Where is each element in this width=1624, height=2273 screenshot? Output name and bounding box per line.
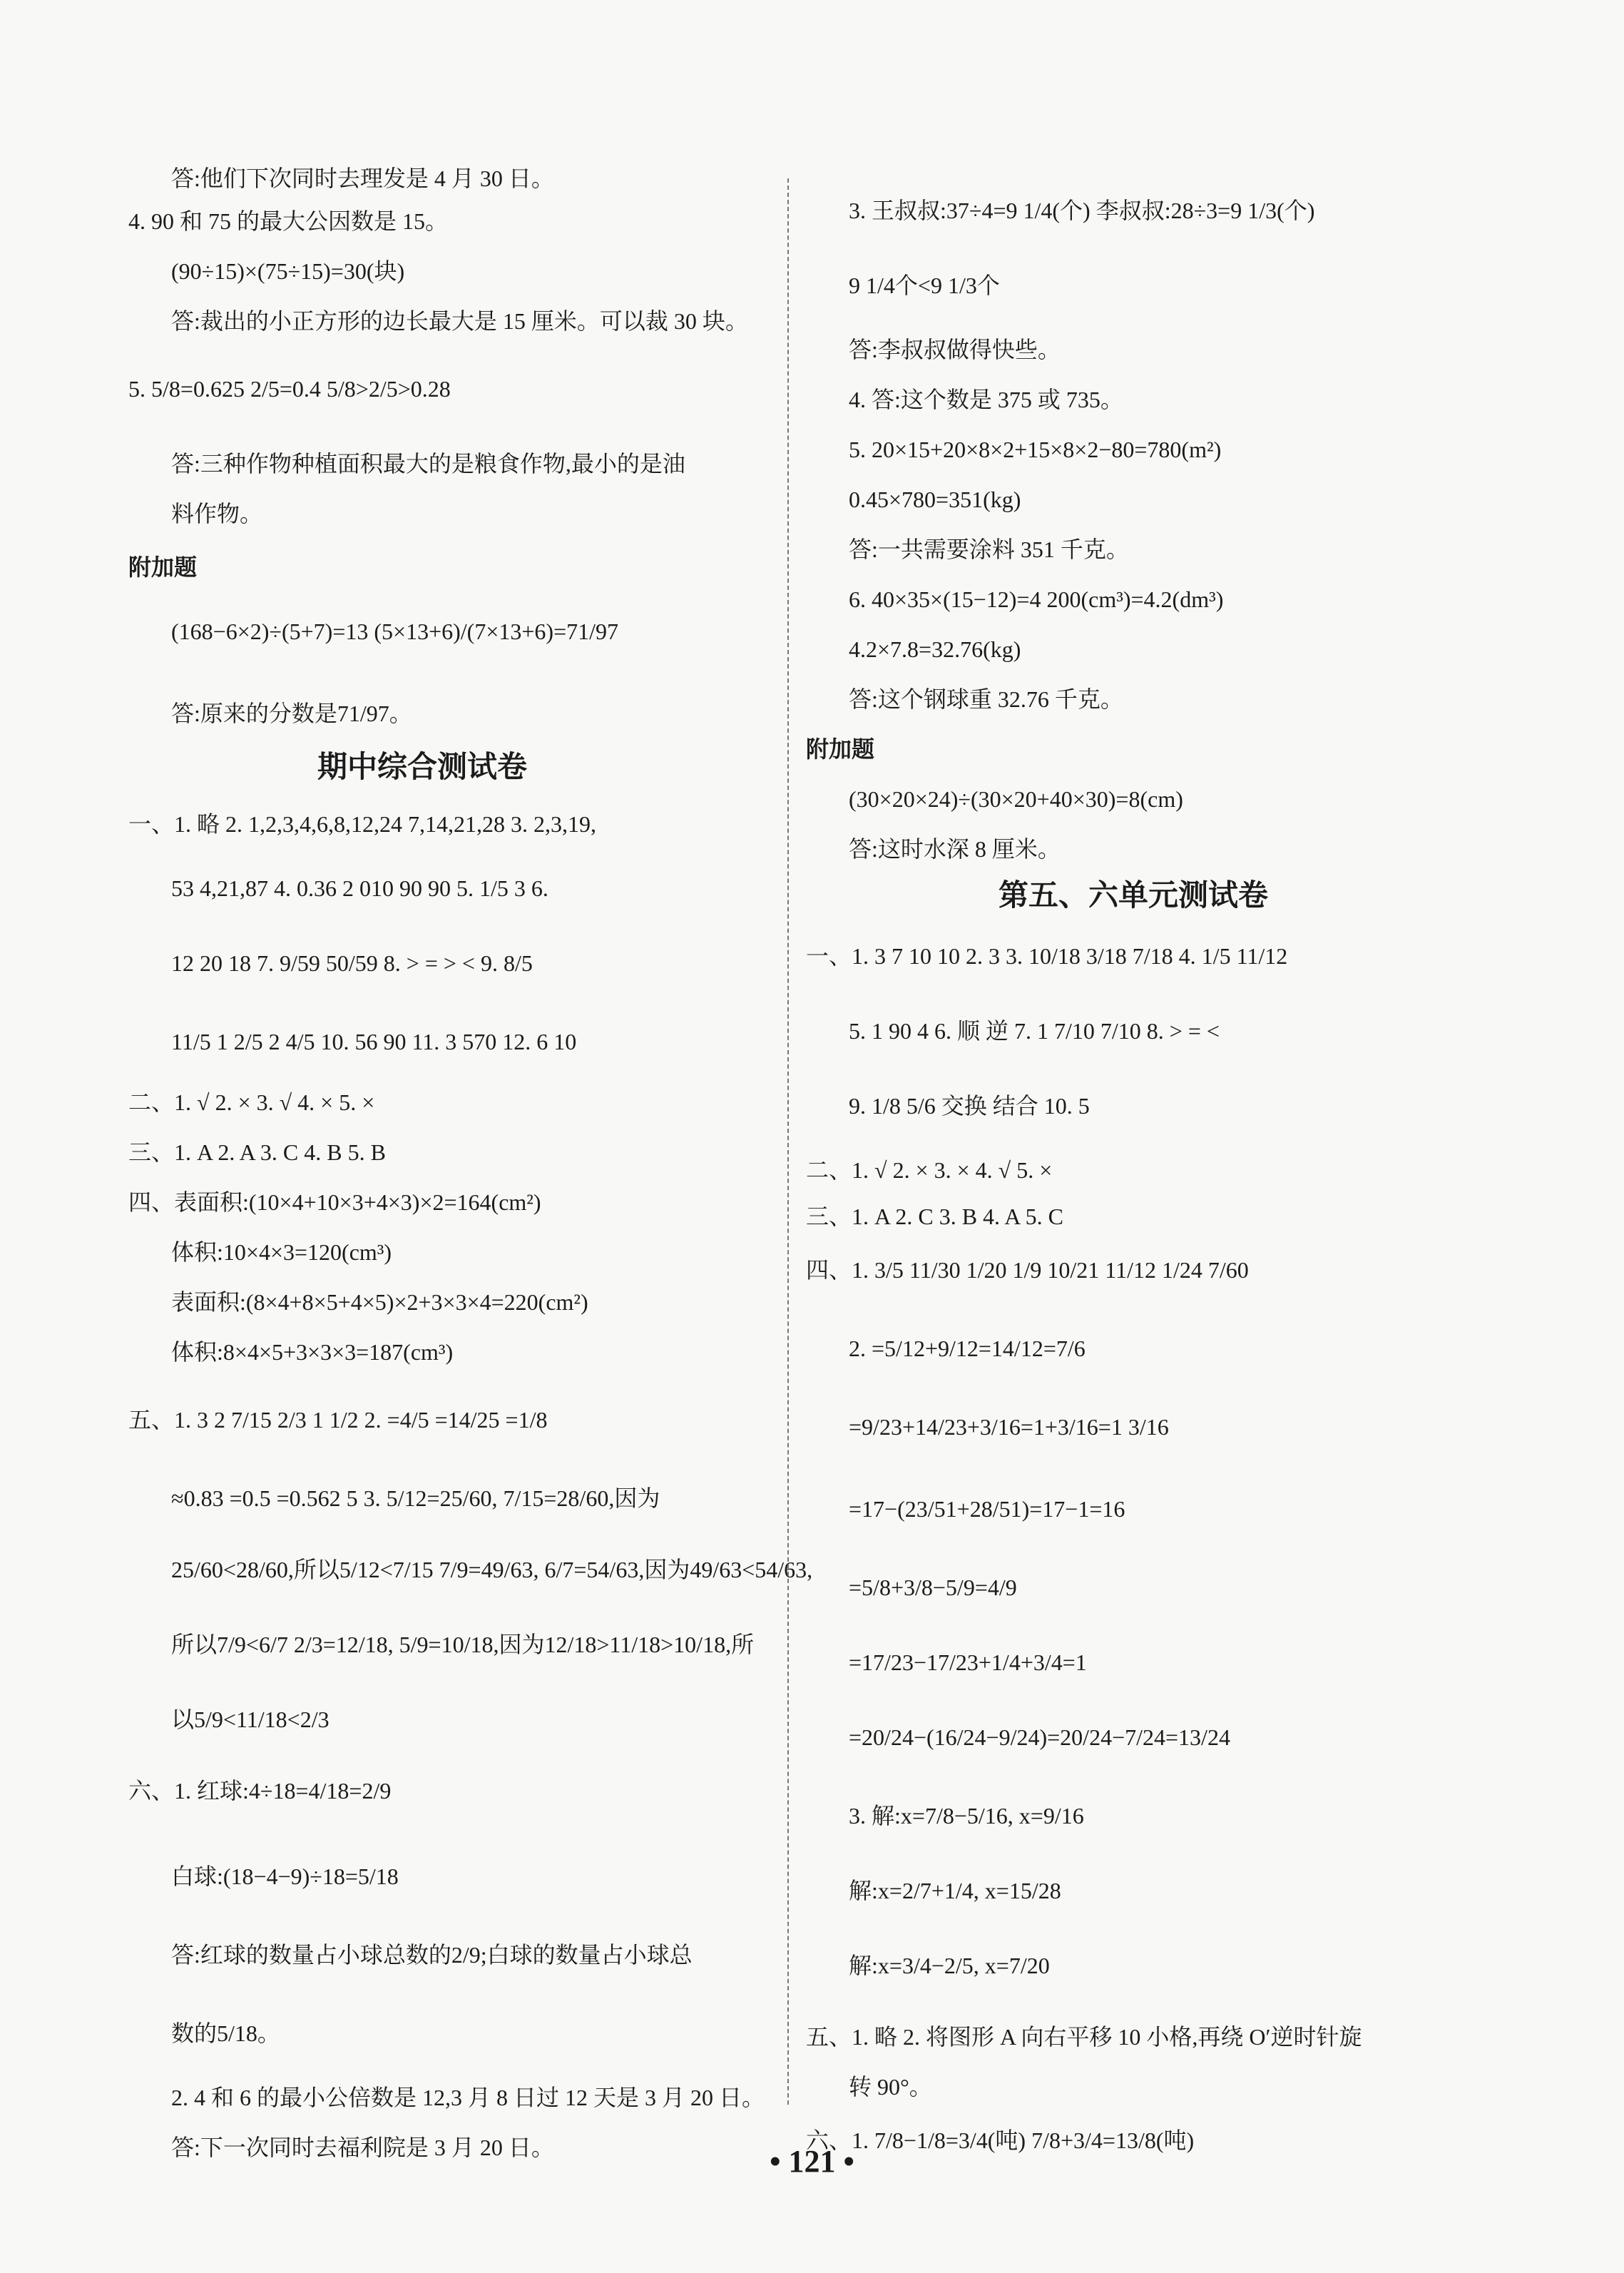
text-line: 料作物。 — [171, 501, 263, 527]
text-line: 答:三种作物种植面积最大的是粮食作物,最小的是油 — [171, 451, 685, 477]
text-line: 25/60<28/60,所以5/12<7/15 7/9=49/63, 6/7=54/63,因为49/63<54/63, — [171, 1557, 813, 1582]
text-line: 2. 4 和 6 的最小公倍数是 12,3 月 8 日过 12 天是 3 月 20 日。 — [171, 2085, 765, 2110]
section-title: 第五、六单元测试卷 — [999, 878, 1269, 912]
text-line: 体积:8×4×5+3×3×3=187(cm³) — [171, 1339, 454, 1365]
text-line: 答:这个钢球重 32.76 千克。 — [849, 686, 1123, 712]
text-line: 答:一共需要涂料 351 千克。 — [849, 537, 1129, 562]
text-line: 六、1. 红球:4÷18=4/18=2/9 — [128, 1778, 392, 1804]
text-line: 三、1. A 2. C 3. B 4. A 5. C — [806, 1204, 1063, 1229]
text-line: 解:x=3/4−2/5, x=7/20 — [849, 1953, 1050, 1978]
text-line: 答:这时水深 8 厘米。 — [849, 836, 1061, 862]
text-line: 答:红球的数量占小球总数的2/9;白球的数量占小球总 — [171, 1942, 693, 1968]
text-line: =17/23−17/23+1/4+3/4=1 — [849, 1649, 1087, 1675]
text-line: 9. 1/8 5/6 交换 结合 10. 5 — [849, 1093, 1090, 1119]
text-line: 4.2×7.8=32.76(kg) — [849, 636, 1021, 662]
section-heading: 附加题 — [128, 554, 198, 580]
text-line: 六、1. 7/8−1/8=3/4(吨) 7/8+3/4=13/8(吨) — [806, 2127, 1195, 2153]
text-line: =5/8+3/8−5/9=4/9 — [849, 1575, 1017, 1600]
page-number: • 121 • — [770, 2144, 854, 2179]
text-line: 答:原来的分数是71/97。 — [171, 701, 412, 726]
text-line: 12 20 18 7. 9/59 50/59 8. > = > < 9. 8/5 — [171, 950, 533, 976]
text-line: 答:下一次同时去福利院是 3 月 20 日。 — [171, 2135, 554, 2160]
text-line: 答:裁出的小正方形的边长最大是 15 厘米。可以裁 30 块。 — [171, 308, 748, 334]
text-line: 答:他们下次同时去理发是 4 月 30 日。 — [171, 166, 554, 191]
text-line: 6. 40×35×(15−12)=4 200(cm³)=4.2(dm³) — [849, 586, 1224, 612]
text-line: 一、1. 略 2. 1,2,3,4,6,8,12,24 7,14,21,28 3. 2,3,19, — [128, 811, 597, 837]
text-line: 3. 王叔叔:37÷4=9 1/4(个) 李叔叔:28÷3=9 1/3(个) — [849, 198, 1315, 223]
text-line: 四、表面积:(10×4+10×3+4×3)×2=164(cm²) — [128, 1189, 541, 1215]
text-line: 体积:10×4×3=120(cm³) — [171, 1239, 392, 1265]
text-line: 3. 解:x=7/8−5/16, x=9/16 — [849, 1803, 1084, 1829]
text-line: 0.45×780=351(kg) — [849, 487, 1021, 512]
section-heading: 附加题 — [806, 736, 875, 762]
text-line: 数的5/18。 — [171, 2020, 280, 2046]
text-line: 所以7/9<6/7 2/3=12/18, 5/9=10/18,因为12/18>11/18>10/18,所 — [171, 1632, 755, 1657]
text-line: 二、1. √ 2. × 3. × 4. √ 5. × — [806, 1157, 1053, 1183]
text-line: 5. 5/8=0.625 2/5=0.4 5/8>2/5>0.28 — [128, 376, 451, 402]
text-line: 二、1. √ 2. × 3. √ 4. × 5. × — [128, 1089, 375, 1115]
text-line: =17−(23/51+28/51)=17−1=16 — [849, 1496, 1125, 1522]
text-line: 转 90°。 — [849, 2074, 932, 2100]
text-line: =20/24−(16/24−9/24)=20/24−7/24=13/24 — [849, 1724, 1230, 1750]
text-line: =9/23+14/23+3/16=1+3/16=1 3/16 — [849, 1414, 1169, 1440]
text-line: 白球:(18−4−9)÷18=5/18 — [171, 1863, 399, 1889]
text-line: 4. 答:这个数是 375 或 735。 — [849, 387, 1123, 412]
text-line: 以5/9<11/18<2/3 — [171, 1707, 330, 1732]
text-line: 53 4,21,87 4. 0.36 2 010 90 90 5. 1/5 3 6. — [171, 875, 548, 901]
section-title: 期中综合测试卷 — [317, 750, 528, 783]
text-line: 表面积:(8×4+8×5+4×5)×2+3×3×4=220(cm²) — [171, 1289, 588, 1315]
column-divider — [787, 178, 789, 2105]
text-line: (90÷15)×(75÷15)=30(块) — [171, 258, 405, 284]
text-line: 11/5 1 2/5 2 4/5 10. 56 90 11. 3 570 12. 6 10 — [171, 1029, 577, 1054]
text-line: 4. 90 和 75 的最大公因数是 15。 — [128, 208, 449, 234]
text-line: 9 1/4个<9 1/3个 — [849, 273, 1000, 298]
text-line: 四、1. 3/5 11/30 1/20 1/9 10/21 11/12 1/24 7/60 — [806, 1257, 1249, 1283]
text-line: 解:x=2/7+1/4, x=15/28 — [849, 1878, 1061, 1903]
text-line: 一、1. 3 7 10 10 2. 3 3. 10/18 3/18 7/18 4. 1/5 11/12 — [806, 943, 1288, 969]
text-line: (30×20×24)÷(30×20+40×30)=8(cm) — [849, 786, 1183, 812]
text-line: 三、1. A 2. A 3. C 4. B 5. B — [128, 1139, 386, 1165]
text-line: 5. 1 90 4 6. 顺 逆 7. 1 7/10 7/10 8. > = < — [849, 1018, 1220, 1044]
text-line: 五、1. 3 2 7/15 2/3 1 1/2 2. =4/5 =14/25 =1/8 — [128, 1407, 548, 1433]
text-line: 五、1. 略 2. 将图形 A 向右平移 10 小格,再绕 O′逆时针旋 — [806, 2024, 1362, 2050]
text-line: 2. =5/12+9/12=14/12=7/6 — [849, 1336, 1086, 1361]
text-line: 5. 20×15+20×8×2+15×8×2−80=780(m²) — [849, 437, 1222, 462]
text-line: 答:李叔叔做得快些。 — [849, 337, 1061, 362]
text-line: ≈0.83 =0.5 =0.562 5 3. 5/12=25/60, 7/15=28/60,因为 — [171, 1485, 660, 1511]
text-line: (168−6×2)÷(5+7)=13 (5×13+6)/(7×13+6)=71/97 — [171, 619, 619, 644]
